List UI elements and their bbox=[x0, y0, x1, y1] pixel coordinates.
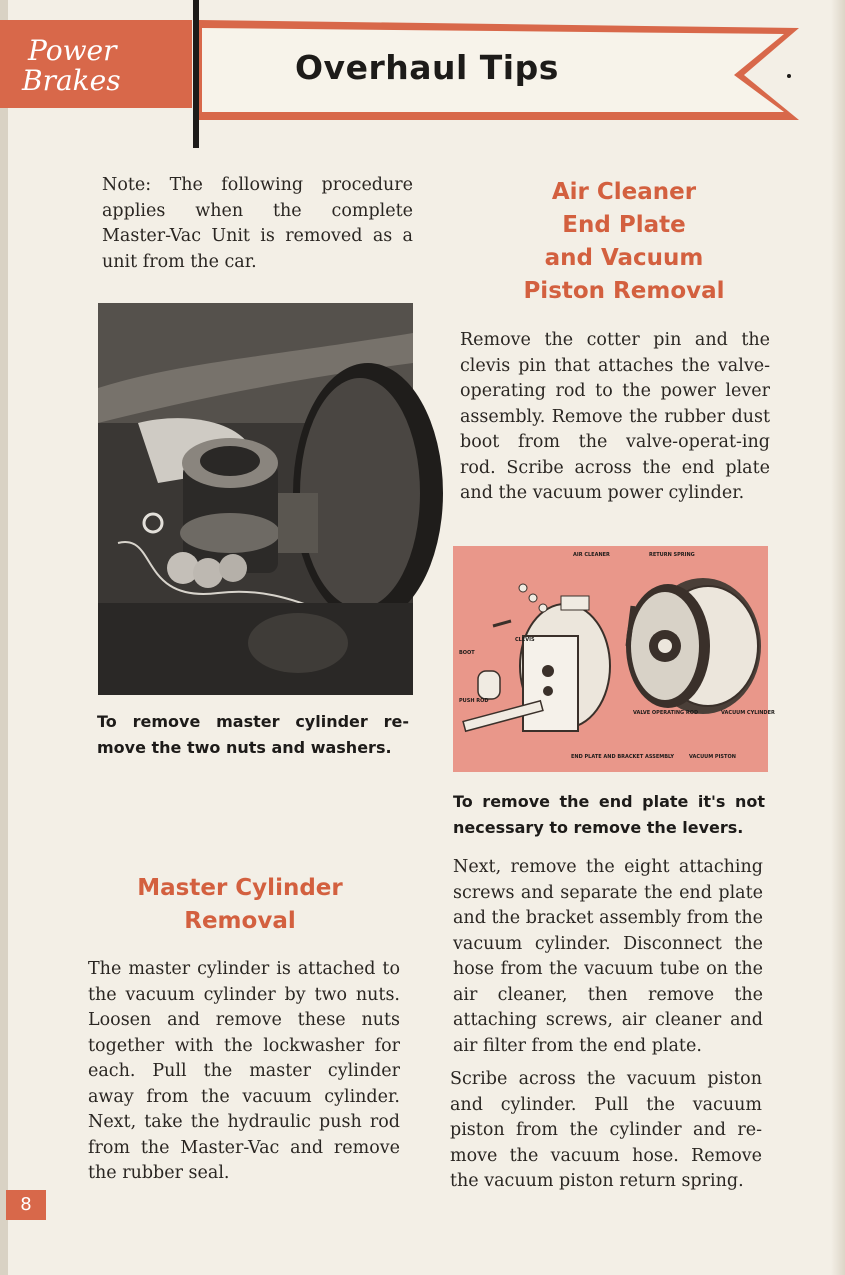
removal-paragraph-1: Remove the cotter pin and the clevis pin that attaches the valve-operating rod to the power lever assembly. Remove the rubber dust boot from the valve-operat-ing rod. Scribe across the end plate and the vacuum power cylinder. bbox=[460, 330, 770, 503]
label-vacuum-cylinder: VACUUM CYLINDER bbox=[721, 710, 775, 716]
master-cylinder-heading bbox=[90, 872, 390, 938]
label-air-cleaner: AIR CLEANER bbox=[573, 552, 610, 558]
page-title: Overhaul Tips bbox=[295, 48, 559, 87]
label-return-spring: RETURN SPRING bbox=[649, 552, 695, 558]
tab-label-line1: Power bbox=[28, 34, 117, 67]
removal-paragraph-2: Next, remove the eight attaching screws and separate the end plate and the bracket assembly from the vacuum cylinder. Disconnect the hose from the vacuum tube on the air cleaner, then remove the attaching screws, air cleaner and air filter from the end plate. bbox=[453, 857, 763, 1056]
photo-caption: To remove master cylinder re-move the two nuts and washers. bbox=[97, 712, 409, 757]
note-paragraph: Note: The following procedure applies when the complete Master-Vac Unit is removed as a unit from the car. bbox=[102, 175, 413, 272]
page-right-edge bbox=[831, 0, 845, 1275]
page-left-edge bbox=[0, 0, 8, 1275]
tab-label-line2: Brakes bbox=[22, 64, 121, 97]
label-vacuum-piston: VACUUM PISTON bbox=[689, 754, 736, 760]
page-number: 8 bbox=[6, 1190, 46, 1220]
air-cleaner-heading bbox=[470, 176, 778, 308]
heading-line: Air Cleaner bbox=[551, 179, 697, 205]
label-end-plate-bracket: END PLATE AND BRACKET ASSEMBLY bbox=[571, 754, 675, 760]
heading-line: Piston Removal bbox=[523, 278, 725, 304]
label-push-rod: PUSH ROD bbox=[459, 698, 489, 704]
heading-line: Master Cylinder bbox=[137, 875, 343, 901]
heading-line: and Vacuum bbox=[544, 245, 704, 271]
section-tab-label bbox=[22, 34, 121, 97]
heading-line: End Plate bbox=[562, 212, 686, 238]
removal-paragraph-3: Scribe across the vacuum piston and cylinder. Pull the vacuum piston from the cylinder and re-move the vacuum hose. Remove the vacuum piston return spring. bbox=[450, 1069, 762, 1191]
label-clevis: CLEVIS bbox=[515, 637, 535, 643]
master-cylinder-photo bbox=[98, 303, 413, 695]
exploded-diagram bbox=[453, 546, 775, 772]
master-cylinder-text: The master cylinder is attached to the vacuum cylinder by two nuts. Loosen and remove these nuts together with the lockwasher for each. Pull the master cylinder away from the vacuum cylinder. Next, take the hydraulic push rod from the Master-Vac and remove the rubber seal. bbox=[88, 959, 400, 1183]
label-boot: BOOT bbox=[459, 650, 475, 656]
label-valve-operating-rod: VALVE OPERATING ROD bbox=[633, 710, 699, 716]
diagram-caption: To remove the end plate it's not necessary to remove the levers. bbox=[453, 792, 765, 837]
heading-line: Removal bbox=[184, 908, 296, 934]
